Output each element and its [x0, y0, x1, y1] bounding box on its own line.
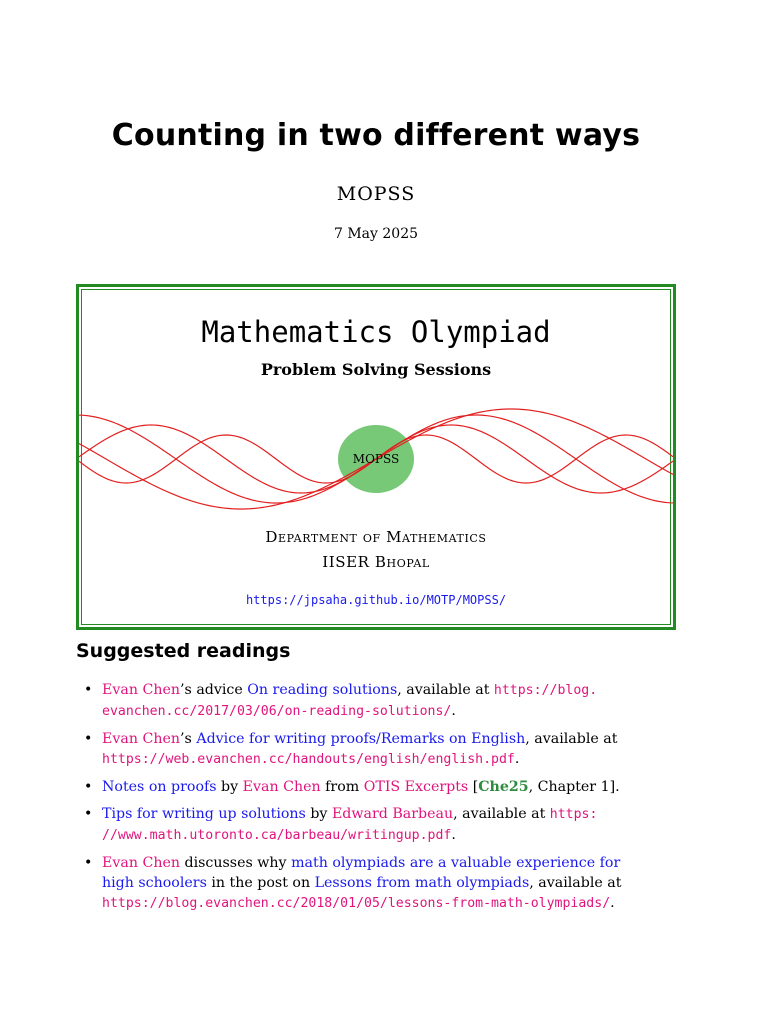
author-line: MOPSS	[336, 183, 416, 205]
banner-subtitle: Problem Solving Sessions	[260, 360, 492, 379]
author-link[interactable]: Edward Barbeau	[331, 806, 454, 822]
bullet-icon: •	[84, 855, 93, 871]
list-item	[84, 680, 682, 722]
author-link[interactable]: Evan Chen	[242, 779, 321, 795]
bullet-icon: •	[84, 682, 93, 698]
list-item	[84, 804, 682, 846]
url-link[interactable]: https://blog.	[493, 683, 598, 698]
banner-center-label: MOPSS	[352, 452, 400, 466]
item-text: by	[216, 779, 243, 795]
url-link[interactable]: https://blog.evanchen.cc/2018/01/05/lessons-from-math-olympiads/	[102, 896, 611, 911]
item-text: by	[305, 806, 332, 822]
department-name: Department of Mathematics	[265, 528, 487, 546]
item-text: ’s	[180, 731, 197, 747]
item-text: discusses why	[180, 855, 292, 871]
item-text: , Chapter 1].	[528, 779, 620, 795]
item-text: , available at	[529, 875, 622, 891]
author-link[interactable]: Evan Chen	[102, 682, 181, 698]
item-text: [	[468, 779, 479, 795]
citation-link[interactable]: Che25	[478, 779, 529, 795]
reading-link[interactable]: high schoolers	[102, 875, 207, 891]
institute-name: IISER Bhopal	[322, 553, 430, 571]
banner-title: Mathematics Olympiad	[201, 315, 551, 349]
mopss-banner	[76, 284, 676, 630]
item-text: from	[320, 779, 364, 795]
reading-link[interactable]: Tips for writing up solutions	[102, 806, 306, 822]
author-link[interactable]: Evan Chen	[102, 855, 181, 871]
bullet-icon: •	[84, 779, 93, 795]
item-text: , available at	[453, 806, 550, 822]
item-text: .	[514, 751, 520, 767]
reading-link[interactable]: math olympiads are a valuable experience for	[291, 855, 621, 871]
banner-url-link[interactable]: https://jpsaha.github.io/MOTP/MOPSS/	[245, 593, 507, 607]
reading-link[interactable]: On reading solutions	[247, 682, 398, 698]
item-text: .	[610, 895, 615, 911]
url-link[interactable]: https:	[549, 807, 598, 822]
url-link[interactable]: evanchen.cc/2017/03/06/on-reading-solutions/	[102, 704, 452, 719]
reading-link[interactable]: Advice for writing proofs/Remarks on English	[196, 731, 526, 747]
page-title: Counting in two different ways	[111, 118, 641, 153]
author-link[interactable]: Evan Chen	[102, 731, 181, 747]
item-text: ’s advice	[180, 682, 248, 698]
reading-link[interactable]: Lessons from math olympiads	[314, 875, 530, 891]
item-text: , available at	[397, 682, 494, 698]
item-text: .	[451, 703, 456, 719]
url-link[interactable]: https://web.evanchen.cc/handouts/english/english.pdf	[102, 752, 515, 767]
sine-waves-graphic	[79, 387, 673, 527]
readings-list	[84, 680, 682, 921]
item-text: in the post on	[206, 875, 315, 891]
item-text: , available at	[525, 731, 618, 747]
url-link[interactable]: //www.math.utoronto.ca/barbeau/writingup.pdf	[102, 828, 452, 843]
list-item	[84, 729, 682, 770]
bullet-icon: •	[84, 731, 93, 747]
list-item	[84, 853, 682, 914]
list-item	[84, 777, 682, 797]
reading-link[interactable]: Notes on proofs	[102, 779, 217, 795]
bullet-icon: •	[84, 806, 93, 822]
date-line: 7 May 2025	[333, 226, 419, 242]
source-link[interactable]: OTIS Excerpts	[363, 779, 469, 795]
item-text: .	[451, 827, 456, 843]
section-heading: Suggested readings	[76, 640, 291, 662]
